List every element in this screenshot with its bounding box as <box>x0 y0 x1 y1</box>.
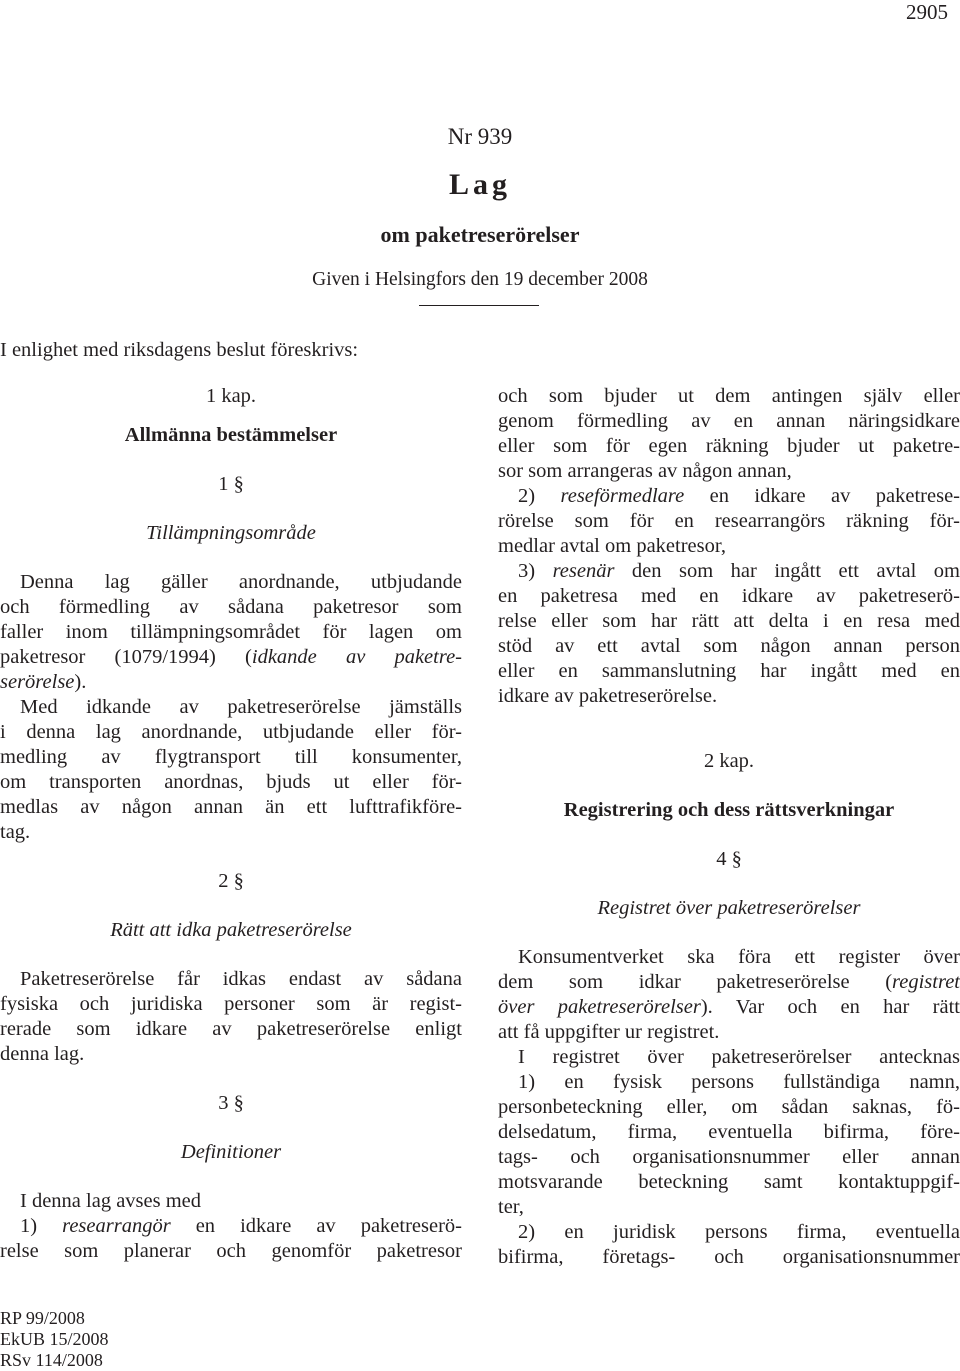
text-line: rörelse som för en researrangörs räkning för- <box>498 510 960 532</box>
section-1-paragraph-2 <box>0 695 462 845</box>
act-given-date: Given i Helsingfors den 19 december 2008 <box>312 269 648 290</box>
page-number: 2905 <box>906 0 948 24</box>
text-line: motsvarande beteckning samt kontaktuppgif- <box>498 1171 960 1193</box>
text-line: idkare av paketreserörelse. <box>498 685 718 707</box>
section-3-number: 3 § <box>218 1092 244 1114</box>
text-line: Konsumentverket ska föra ett register över <box>518 946 960 968</box>
text-line: 1) researrangör en idkare av paketreserö- <box>20 1215 463 1237</box>
text-line: denna lag. <box>0 1043 85 1065</box>
text-line: bifirma, företags- och organisationsnummer <box>498 1246 960 1268</box>
text-line: stöd av ett avtal som någon annan person <box>498 635 960 657</box>
text-line: faller inom tillämpningsområdet för lagen om <box>0 621 462 643</box>
section-4-title: Registret över paketreserörelser <box>597 897 861 919</box>
text-line: tag. <box>0 821 31 843</box>
section-1-number: 1 § <box>218 473 244 495</box>
section-3-item-1-continued <box>498 384 960 484</box>
section-4-item-2 <box>498 1220 960 1270</box>
section-2-title: Rätt att idka paketreserörelse <box>110 919 352 941</box>
section-3-title: Definitioner <box>180 1141 282 1163</box>
text-line: och som bjuder ut dem antingen själv eller <box>498 385 960 407</box>
text-line: 3) resenär den som har ingått ett avtal om <box>518 560 960 582</box>
text-line: tags- och organisationsnummer eller annan <box>498 1146 960 1168</box>
reference-parliament-reply: RSv 114/2008 <box>0 1350 103 1370</box>
section-4-number: 4 § <box>716 848 742 870</box>
left-column <box>0 384 462 1264</box>
text-line: rerade som idkare av paketreserörelse enligt <box>0 1018 462 1040</box>
title-divider <box>419 305 539 306</box>
text-line: medlas av någon annan än ett lufttrafikföre- <box>0 796 462 818</box>
text-line: Paketreserörelse får idkas endast av sådana <box>20 968 462 990</box>
section-3-item-3 <box>498 559 960 709</box>
text-line: ter, <box>498 1196 524 1218</box>
enacting-clause: I enlighet med riksdagens beslut föreskrivs: <box>0 339 359 361</box>
section-4-paragraph-1 <box>498 945 960 1045</box>
chapter-2-number: 2 kap. <box>703 750 755 772</box>
section-1-title: Tillämpningsområde <box>146 522 316 544</box>
text-line: eller en sammanslutning har ingått med en <box>498 660 960 682</box>
act-type: Lag <box>448 168 511 201</box>
text-line: medlar avtal om paketresor, <box>498 535 727 557</box>
act-number: Nr 939 <box>447 124 513 149</box>
text-line: eller som för egen räkning bjuder ut paketre- <box>498 435 960 457</box>
section-3-paragraph-1: I denna lag avses med <box>20 1190 202 1212</box>
text-line: paketresor (1079/1994) (idkande av paketre- <box>0 646 462 668</box>
text-line: om transporten anordnas, bjuds ut eller för- <box>0 771 462 793</box>
text-line: sor som arrangeras av någon annan, <box>498 460 792 482</box>
text-line: personbeteckning eller, om sådan saknas, fö- <box>498 1096 960 1118</box>
text-line: genom förmedling av en annan näringsidkare <box>498 410 960 432</box>
text-line: Denna lag gäller anordnande, utbjudande <box>20 571 462 593</box>
text-line: relse som planerar och genomför paketresor <box>0 1240 462 1262</box>
text-line: delsedatum, firma, eventuella bifirma, före- <box>498 1121 960 1143</box>
text-line: Med idkande av paketreserörelse jämställs <box>20 696 462 718</box>
text-line: dem som idkar paketreserörelse (registret <box>498 971 960 993</box>
chapter-1-title: Allmänna bestämmelser <box>124 424 338 446</box>
text-line: att få uppgifter ur registret. <box>498 1021 720 1043</box>
section-1-paragraph-1 <box>0 570 462 695</box>
chapter-2-title: Registrering och dess rättsverkningar <box>563 799 895 821</box>
text-line: i denna lag anordnande, utbjudande eller för- <box>0 721 462 743</box>
text-line: medling av flygtransport till konsumenter, <box>0 746 462 768</box>
section-4-paragraph-2: I registret över paketreserörelser antecknas <box>518 1046 960 1068</box>
chapter-1-number: 1 kap. <box>205 385 257 407</box>
section-3-item-1 <box>0 1214 462 1264</box>
section-2-paragraph-1 <box>0 967 462 1067</box>
text-line: fysiska och juridiska personer som är regist- <box>0 993 462 1015</box>
section-2-number: 2 § <box>218 870 244 892</box>
reference-committee-report: EkUB 15/2008 <box>0 1329 109 1349</box>
text-line: relse eller som har rätt att delta i en resa med <box>498 610 960 632</box>
text-line: serörelse). <box>0 671 87 693</box>
act-title: om paketreserörelser <box>380 222 580 247</box>
text-line: 1) en fysisk persons fullständiga namn, <box>518 1071 960 1093</box>
text-line: en paketresa med en idkare av paketreserö- <box>498 585 960 607</box>
text-line: 2) en juridisk persons firma, eventuella <box>518 1221 960 1243</box>
legislative-references <box>0 1308 109 1371</box>
right-column <box>498 384 960 1270</box>
text-line: över paketreserörelser). Var och en har rätt <box>498 996 960 1018</box>
text-line: och förmedling av sådana paketresor som <box>0 596 462 618</box>
section-3-item-2 <box>498 484 960 559</box>
reference-government-proposal: RP 99/2008 <box>0 1308 85 1328</box>
section-4-item-1 <box>498 1070 960 1220</box>
text-line: 2) reseförmedlare en idkare av paketrese- <box>518 485 960 507</box>
